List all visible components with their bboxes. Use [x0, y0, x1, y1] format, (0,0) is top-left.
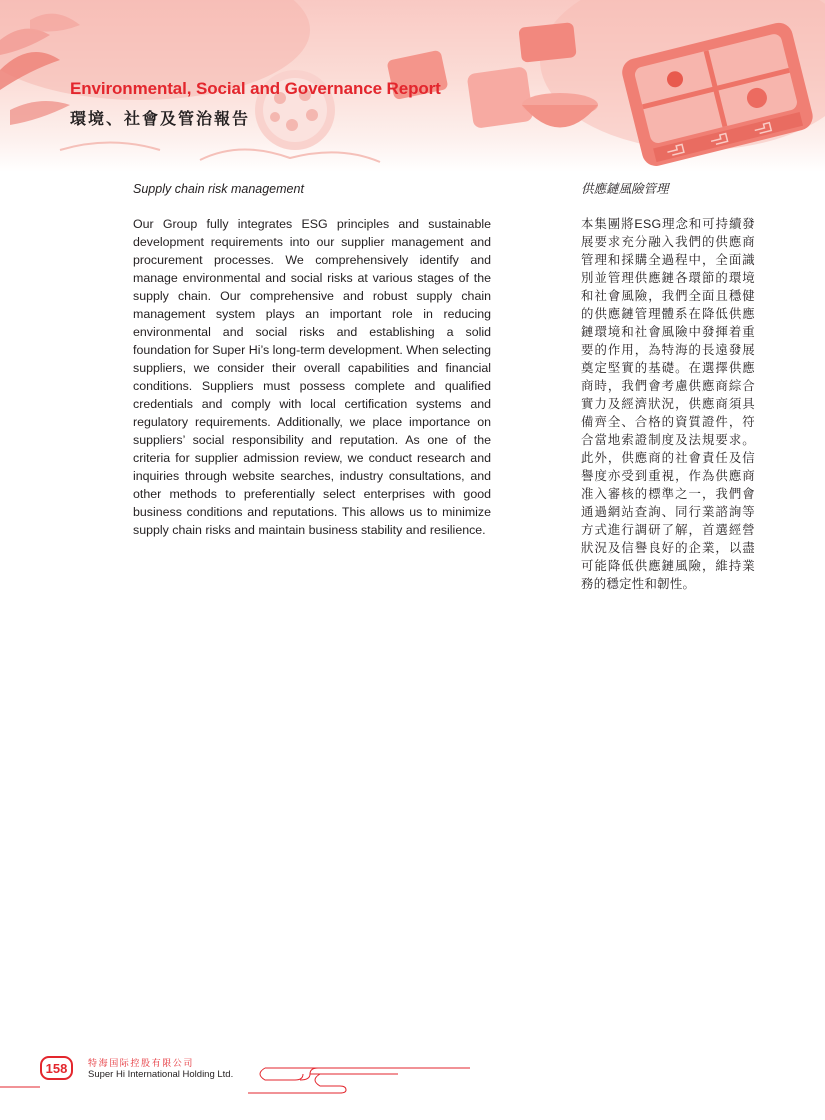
section-body-zh: 本集團將ESG理念和可持續發展要求充分融入我們的供應商管理和採購全過程中，全面識別並管理供應鏈各環節的環境和社會風險，我們全面且穩健的供應鏈管理體系在降低供應鏈環境和社會風險中發揮着重要的作用，為特海的長遠發展奠定堅實的基礎。在選擇供應商時，我們會考慮供應商綜合實力及經濟狀況，供應商須具備齊全、合格的資質證件，符合當地索證制度及法規要求。此外，供應商的社會責任及信譽度亦受到重視，作為供應商准入審核的標準之一，我們會通過網站查詢、同行業諮詢等方式進行調研了解，首選經營狀況及信譽良好的企業，以盡可能降低供應鏈風險，維持業務的穩定性和韌性。: [581, 217, 755, 591]
english-column: [133, 181, 491, 539]
page-number: 158: [40, 1056, 73, 1080]
header-banner: [0, 0, 825, 172]
chinese-column: [581, 181, 755, 593]
page-footer: [0, 1050, 825, 1120]
company-name-en: Super Hi International Holding Ltd.: [88, 1069, 234, 1080]
report-title-en: Environmental, Social and Governance Report: [70, 79, 441, 98]
section-heading-zh: 供應鏈風險管理: [581, 182, 669, 196]
section-heading-en: Supply chain risk management: [133, 182, 304, 196]
report-title-zh: 環境、社會及管治報告: [70, 111, 251, 128]
section-body-en: Our Group fully integrates ESG principles and sustainable development requirements into our supplier management and procurement processes. We comprehensively identify and manage environmental and social risks at various stages of the supply chain. Our comprehensive and robust supply chain management system plays an important role in reducing environmental and social risks and establishing a solid foundation for Super Hi’s long-term development. When selecting suppliers, we consider their overall capabilities and financial conditions. Suppliers must possess complete and qualified credentials and comply with local certification systems and regulatory requirements. Additionally, we place importance on suppliers’ social responsibility and reputation. As one of the criteria for supplier admission review, we conduct research and inquiries through website searches, industry consultations, and other methods to preferentially select enterprises with good business conditions and reputations. This allows us to minimize supply chain risks and maintain business stability and resilience.: [133, 217, 491, 537]
company-name-zh: 特海国际控股有限公司: [88, 1058, 195, 1068]
